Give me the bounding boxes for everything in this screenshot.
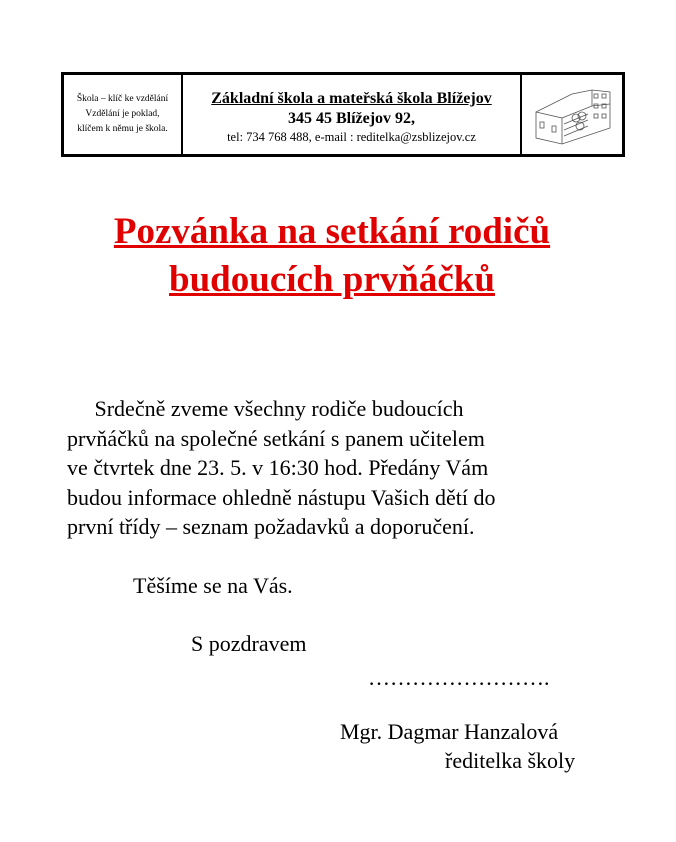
signer-role: ředitelka školy — [445, 748, 576, 773]
school-building-image — [522, 75, 622, 154]
signature-line: ……………………. — [368, 665, 550, 690]
school-address: 345 45 Blížejov 92, — [287, 110, 416, 127]
body-line: první třídy – seznam požadavků a doporučení. — [67, 514, 475, 539]
letterhead-table — [61, 72, 625, 157]
school-building-icon — [532, 82, 612, 148]
motto-line: Vzdělání je poklad, — [85, 109, 160, 119]
title-line: Pozvánka na setkání rodičů — [113, 211, 551, 252]
body-line: prvňáčků na společné setkání s panem učitelem — [67, 425, 485, 451]
motto-cell — [64, 75, 183, 154]
greeting-text: S pozdravem — [191, 631, 307, 656]
invitation-body — [67, 394, 607, 542]
invitation-title — [0, 208, 664, 304]
school-info-cell — [183, 75, 522, 154]
body-line: Srdečně zveme všechny rodiče budoucích — [67, 396, 464, 421]
school-name: Základní škola a mateřská škola Blížejov — [211, 90, 492, 107]
closing-text: Těšíme se na Vás. — [133, 573, 293, 598]
motto-line: Škola – klíč ke vzdělání — [76, 94, 169, 104]
title-line: budoucích prvňáčků — [169, 259, 495, 300]
school-contact: tel: 734 768 488, e-mail : reditelka@zsblizejov.cz — [227, 130, 476, 144]
body-line: ve čtvrtek dne 23. 5. v 16:30 hod. Předány Vám — [67, 455, 489, 480]
motto-line: klíčem k němu je škola. — [77, 124, 168, 134]
signer-name: Mgr. Dagmar Hanzalová — [340, 719, 559, 744]
body-line: budou informace ohledně nástupu Vašich dětí do — [67, 484, 496, 510]
